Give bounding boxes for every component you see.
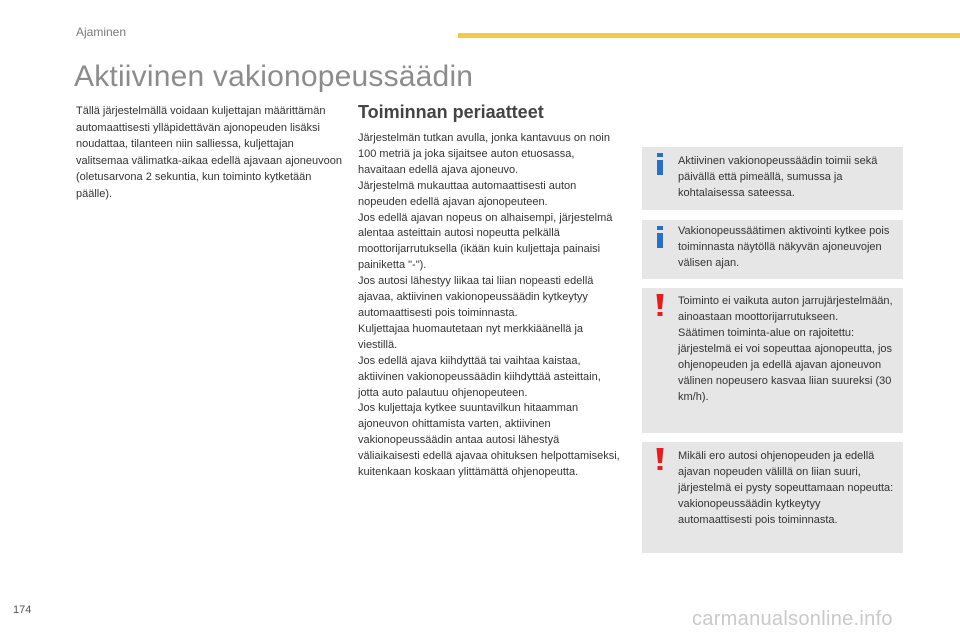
- principles-paragraph: Järjestelmä mukauttaa automaattisesti auton nopeuden edellä ajavan ajonopeuteen.: [358, 179, 577, 208]
- page-number: 174: [13, 604, 32, 616]
- note-text: Toiminto ei vaikuta auton jarrujärjestelmään, ainoastaan moottorijarrutukseen.: [678, 295, 893, 323]
- principles-paragraph: Jos edellä ajavan nopeus on alhaisempi, järjestelmä alentaa asteittain autosi nopeutta pelkällä moottorijarrutuksella (ikään kuin kuljettaja painaisi painiketta "-").: [358, 211, 613, 272]
- principles-heading: Toiminnan periaatteet: [358, 102, 544, 122]
- note-text: Mikäli ero autosi ohjenopeuden ja edellä ajavan nopeuden välillä on liian suuri, järjestelmä ei pysty sopeuttamaan nopeutta: vakionopeussäädin kytkeytyy automaattisesti pois toiminnasta.: [678, 450, 894, 526]
- principles-paragraph: Jos kuljettaja kytkee suuntavilkun hitaamman ajoneuvon ohittamista varten, aktiivinen vakionopeussäädin antaa autosi lähestyä väliaikaisesti edellä ajavaa ohituksen helpottamiseksi, kuitenkaan koskaan ylittämättä ohjenopeutta.: [358, 402, 620, 479]
- principles-paragraph: Järjestelmän tutkan avulla, jonka kantavuus on noin 100 metriä ja joka sijaitsee auton etuosassa, havaitaan edellä ajava ajoneuvo.: [358, 132, 610, 176]
- note-text: Säätimen toiminta-alue on rajoitettu: järjestelmä ei voi sopeuttaa ajonopeutta, jos ohjenopeuden ja edellä ajavan ajoneuvon välinen nopeusero kasvaa liian suureksi (30 km/h).: [678, 327, 893, 403]
- info-icon: [654, 226, 666, 248]
- info-note: [642, 147, 903, 210]
- note-text: Vakionopeussäätimen aktivointi kytkee pois toiminnasta näytöllä näkyvän ajoneuvojen välisen ajan.: [678, 225, 890, 269]
- principles-paragraph: Jos autosi lähestyy liikaa tai liian nopeasti edellä ajavaa, aktiivinen vakionopeussäädin kytkeytyy automaattisesti pois toiminnasta.: [358, 275, 594, 319]
- principles-paragraph: Kuljettajaa huomautetaan nyt merkkiäänellä ja viestillä.: [358, 322, 584, 351]
- page-title: Aktiivinen vakionopeussäädin: [74, 60, 474, 93]
- header-accent-bar: [458, 33, 960, 38]
- watermark: carmanualsonline.info: [692, 608, 893, 630]
- warning-note: [642, 442, 903, 553]
- info-note: [642, 220, 903, 279]
- principles-paragraph: Jos edellä ajava kiihdyttää tai vaihtaa kaistaa, aktiivinen vakionopeussäädin kiihdyttää asteittain, jotta auto palautuu ohjenopeuteen.: [358, 354, 601, 399]
- warning-icon: [654, 294, 666, 316]
- intro-paragraph: Tällä järjestelmällä voidaan kuljettajan määrittämän automaattisesti ylläpidettävän ajonopeuden lisäksi noudattaa, tilanteen niin salliessa, kuljettajan valitsemaa välimatka-aikaa edellä ajavaan ajoneuvoon (oletusarvona 2 sekuntia, kun toiminto kytketään päälle).: [76, 105, 342, 200]
- principles-body: [358, 131, 620, 481]
- note-text: Aktiivinen vakionopeussäädin toimii sekä päivällä että pimeällä, sumussa ja kohtalaisessa sateessa.: [678, 155, 878, 199]
- warning-icon: [654, 448, 666, 470]
- warning-note: [642, 288, 903, 433]
- section-label: Ajaminen: [76, 25, 127, 39]
- info-icon: [654, 153, 666, 175]
